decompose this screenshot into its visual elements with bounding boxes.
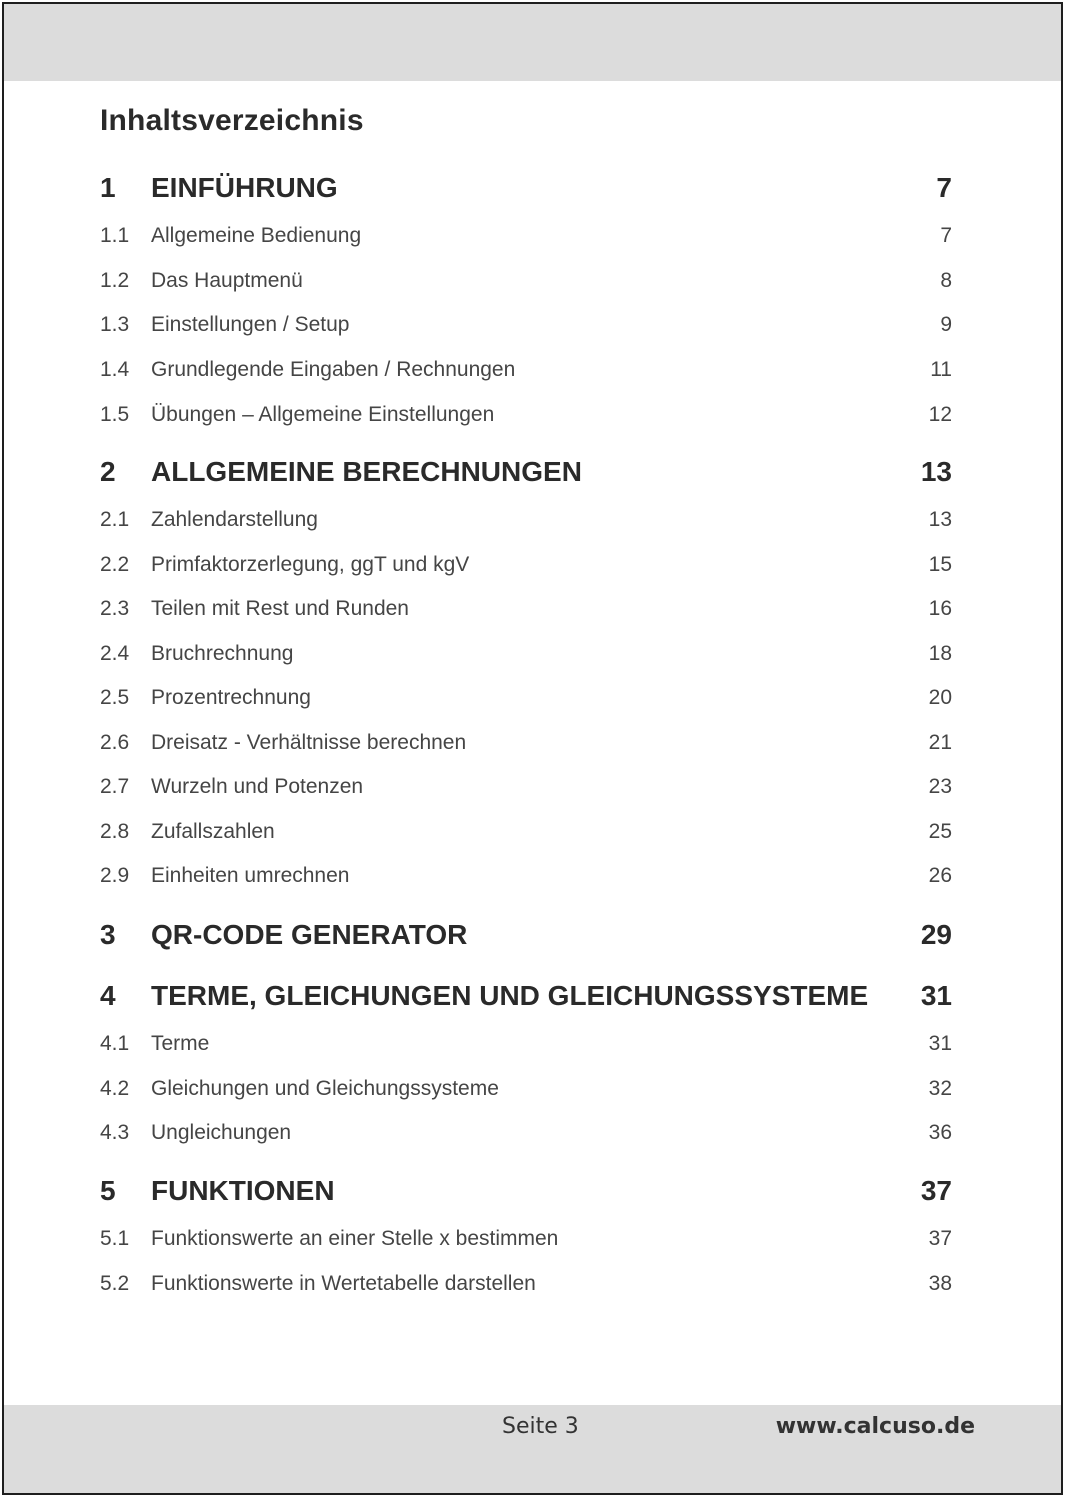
entry-number: 2.6 xyxy=(100,731,130,754)
toc-section-2-3[interactable] xyxy=(100,594,952,624)
entry-title: Einstellungen / Setup xyxy=(151,313,350,336)
toc-section-2-5[interactable] xyxy=(100,683,952,713)
entry-number: 2.9 xyxy=(100,864,130,887)
entry-page: 26 xyxy=(928,864,952,887)
entry-number: 2.4 xyxy=(100,642,130,665)
toc-chapter-4[interactable] xyxy=(100,979,952,1013)
toc-section-4-3[interactable] xyxy=(100,1118,952,1148)
entry-number: 2.1 xyxy=(100,508,130,531)
entry-title: TERME, GLEICHUNGEN UND GLEICHUNGSSYSTEME xyxy=(151,980,869,1011)
entry-page: 37 xyxy=(928,1227,952,1250)
entry-page: 25 xyxy=(928,820,952,843)
entry-page: 20 xyxy=(928,686,952,709)
entry-title: ALLGEMEINE BERECHNUNGEN xyxy=(151,456,582,487)
toc-section-2-4[interactable] xyxy=(100,639,952,669)
entry-page: 7 xyxy=(940,224,952,247)
entry-page: 37 xyxy=(920,1175,952,1206)
entry-number: 3 xyxy=(100,919,116,950)
toc-section-5-2[interactable] xyxy=(100,1269,952,1299)
toc-section-2-9[interactable] xyxy=(100,861,952,891)
entry-title: Terme xyxy=(151,1032,210,1055)
entry-title: Zufallszahlen xyxy=(151,820,275,843)
entry-number: 1.3 xyxy=(100,313,130,336)
entry-page: 38 xyxy=(928,1272,952,1295)
entry-page: 8 xyxy=(940,269,952,292)
entry-page: 13 xyxy=(920,456,952,487)
toc-heading: Inhaltsverzeichnis xyxy=(100,104,364,137)
entry-title: Funktionswerte an einer Stelle x bestimmen xyxy=(151,1227,559,1250)
entry-page: 31 xyxy=(920,980,952,1011)
entry-title: Teilen mit Rest und Runden xyxy=(151,597,409,620)
entry-title: Funktionswerte in Wertetabelle darstellen xyxy=(151,1272,536,1295)
entry-number: 1.4 xyxy=(100,358,130,381)
toc-section-2-6[interactable] xyxy=(100,728,952,758)
entry-page: 31 xyxy=(928,1032,952,1055)
toc-section-2-7[interactable] xyxy=(100,772,952,802)
entry-number: 2 xyxy=(100,456,116,487)
entry-number: 2.2 xyxy=(100,553,130,576)
toc-section-4-1[interactable] xyxy=(100,1029,952,1059)
entry-number: 2.7 xyxy=(100,775,130,798)
entry-title: Ungleichungen xyxy=(151,1121,292,1144)
entry-page: 12 xyxy=(928,403,952,426)
entry-number: 1.1 xyxy=(100,224,130,247)
entry-title: Zahlendarstellung xyxy=(151,508,318,531)
entry-number: 4.1 xyxy=(100,1032,130,1055)
entry-page: 21 xyxy=(928,731,952,754)
entry-number: 5.2 xyxy=(100,1272,130,1295)
entry-title: QR-CODE GENERATOR xyxy=(151,919,468,950)
entry-page: 13 xyxy=(928,508,952,531)
entry-page: 7 xyxy=(936,172,952,203)
entry-page: 29 xyxy=(920,919,952,950)
entry-number: 1.5 xyxy=(100,403,130,426)
toc-section-5-1[interactable] xyxy=(100,1224,952,1254)
entry-number: 1 xyxy=(100,172,116,203)
entry-title: Prozentrechnung xyxy=(151,686,311,709)
entry-title: Gleichungen und Gleichungssysteme xyxy=(151,1077,499,1100)
toc-section-1-4[interactable] xyxy=(100,355,952,385)
entry-number: 4.2 xyxy=(100,1077,130,1100)
toc-section-2-2[interactable] xyxy=(100,550,952,580)
entry-page: 15 xyxy=(928,553,952,576)
entry-title: Das Hauptmenü xyxy=(151,269,303,292)
toc-chapter-5[interactable] xyxy=(100,1174,952,1208)
entry-number: 4 xyxy=(100,980,116,1011)
entry-page: 9 xyxy=(940,313,952,336)
header-band xyxy=(4,4,1061,81)
entry-page: 23 xyxy=(928,775,952,798)
toc-section-2-8[interactable] xyxy=(100,817,952,847)
entry-page: 18 xyxy=(928,642,952,665)
entry-page: 36 xyxy=(928,1121,952,1144)
entry-number: 4.3 xyxy=(100,1121,130,1144)
entry-number: 5 xyxy=(100,1175,116,1206)
entry-title: EINFÜHRUNG xyxy=(151,172,338,203)
entry-title: Übungen – Allgemeine Einstellungen xyxy=(151,403,495,426)
entry-title: Einheiten umrechnen xyxy=(151,864,350,887)
entry-page: 32 xyxy=(928,1077,952,1100)
toc-section-1-5[interactable] xyxy=(100,400,952,430)
toc-section-2-1[interactable] xyxy=(100,505,952,535)
entry-number: 1.2 xyxy=(100,269,130,292)
toc-chapter-3[interactable] xyxy=(100,918,952,952)
entry-title: Bruchrechnung xyxy=(151,642,294,665)
entry-title: Grundlegende Eingaben / Rechnungen xyxy=(151,358,516,381)
toc-section-1-3[interactable] xyxy=(100,310,952,340)
toc-section-4-2[interactable] xyxy=(100,1074,952,1104)
entry-number: 5.1 xyxy=(100,1227,130,1250)
entry-title: Allgemeine Bedienung xyxy=(151,224,362,247)
toc-chapter-1[interactable] xyxy=(100,171,952,205)
footer-website-link[interactable]: www.calcuso.de xyxy=(775,1414,975,1439)
entry-number: 2.3 xyxy=(100,597,130,620)
page-frame xyxy=(2,2,1063,1495)
entry-title: Wurzeln und Potenzen xyxy=(151,775,364,798)
entry-number: 2.5 xyxy=(100,686,130,709)
footer-page-number: Seite 3 xyxy=(502,1414,579,1439)
entry-page: 11 xyxy=(930,358,952,381)
toc-section-1-2[interactable] xyxy=(100,266,952,296)
entry-title: FUNKTIONEN xyxy=(151,1175,335,1206)
entry-number: 2.8 xyxy=(100,820,130,843)
entry-title: Dreisatz - Verhältnisse berechnen xyxy=(151,731,467,754)
toc-section-1-1[interactable] xyxy=(100,221,952,251)
entry-page: 16 xyxy=(928,597,952,620)
toc-chapter-2[interactable] xyxy=(100,455,952,489)
entry-title: Primfaktorzerlegung, ggT und kgV xyxy=(151,553,470,576)
